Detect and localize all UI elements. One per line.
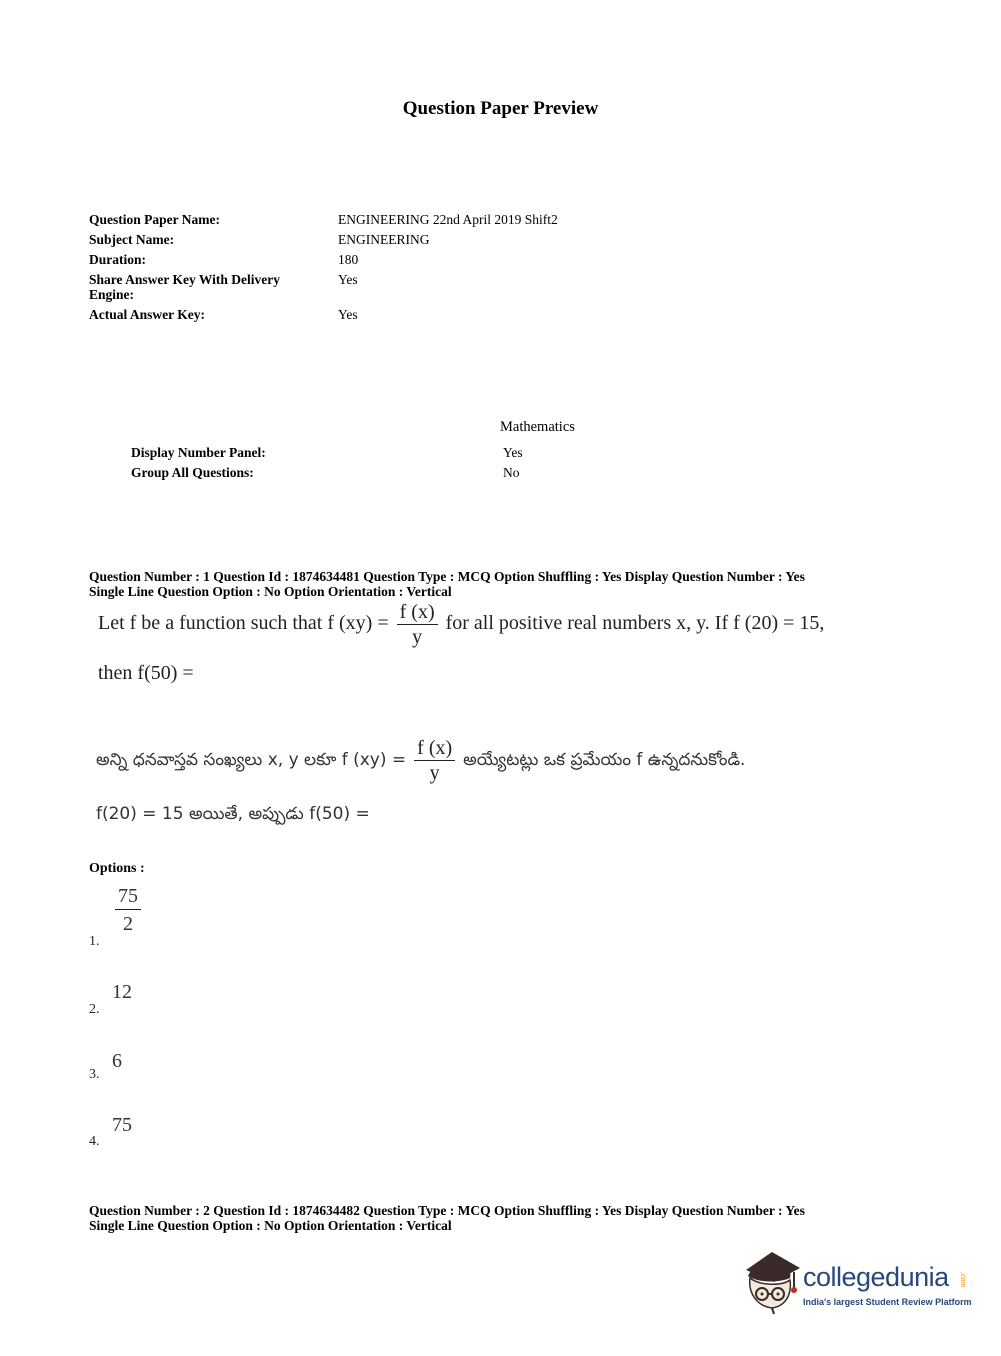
section-label-group: Group All Questions: xyxy=(131,465,254,480)
q1-te-frac-num: f (x) xyxy=(414,736,455,761)
meta-value-paper-name: ENGINEERING 22nd April 2019 Shift2 xyxy=(338,212,558,227)
logo-wordmark: collegedunia xyxy=(803,1262,949,1292)
option-1-number: 1. xyxy=(89,934,100,949)
section-value-group: No xyxy=(503,465,520,480)
question-1-telugu-line2 xyxy=(96,802,370,828)
option-4-number: 4. xyxy=(89,1134,100,1149)
collegedunia-mascot-icon xyxy=(742,1248,804,1316)
option-3-number: 3. xyxy=(89,1067,100,1082)
section-label-number-panel: Display Number Panel: xyxy=(131,445,266,460)
q1-en-frac-den: y xyxy=(412,626,423,648)
option-4-value: 75 xyxy=(112,1114,132,1136)
question-2-header-line1: Question Number : 2 Question Id : 1874634482 Question Type : MCQ Option Shuffling : Yes Display Question Number : Yes xyxy=(89,1203,805,1218)
meta-value-subject: ENGINEERING xyxy=(338,232,430,247)
option-3-value: 6 xyxy=(112,1050,122,1072)
meta-label-share-key: Share Answer Key With Delivery Engine: xyxy=(89,272,280,302)
q1-en-fraction xyxy=(397,600,438,649)
meta-value-share-key: Yes xyxy=(338,272,358,287)
logo-tagline: India's largest Student Review Platform xyxy=(803,1297,972,1307)
section-value-number-panel: Yes xyxy=(503,445,523,460)
question-2-header-line2: Single Line Question Option : No Option Orientation : Vertical xyxy=(89,1218,452,1233)
question-1-english-line1 xyxy=(98,600,824,649)
q1-te-line2: f(20) = 15 అయితే, అప్పుడు f(50) = xyxy=(96,804,370,824)
question-1-telugu-line1 xyxy=(96,736,745,785)
section-name: Mathematics xyxy=(500,419,575,435)
meta-label-subject: Subject Name: xyxy=(89,232,175,247)
q1-en-prefix: Let f be a function such that f (xy) = xyxy=(98,612,389,635)
q1-te-fraction xyxy=(414,736,455,785)
question-1-header-line2: Single Line Question Option : No Option Orientation : Vertical xyxy=(89,584,452,599)
logo-suffix: .com xyxy=(959,1272,966,1288)
meta-label-paper-name: Question Paper Name: xyxy=(89,212,220,227)
meta-value-answer-key: Yes xyxy=(338,307,358,322)
page-title: Question Paper Preview xyxy=(402,98,599,119)
option-1-numerator: 75 xyxy=(115,883,141,910)
option-2-number: 2. xyxy=(89,1002,100,1017)
option-2-value: 12 xyxy=(112,981,132,1003)
option-1-value xyxy=(112,883,144,938)
question-1-header-line1: Question Number : 1 Question Id : 1874634481 Question Type : MCQ Option Shuffling : Yes Display Question Number : Yes xyxy=(89,569,805,584)
question-1-english-line2: then f(50) = xyxy=(98,662,194,684)
q1-te-frac-den: y xyxy=(429,762,440,784)
q1-en-frac-num: f (x) xyxy=(397,600,438,625)
meta-value-duration: 180 xyxy=(338,252,359,267)
question-1-header xyxy=(89,569,805,599)
meta-label-answer-key: Actual Answer Key: xyxy=(89,307,205,322)
question-2-header xyxy=(89,1203,805,1233)
option-1-denominator: 2 xyxy=(123,913,133,935)
meta-label-duration: Duration: xyxy=(89,252,146,267)
option-1-fraction xyxy=(115,883,141,938)
q1-te-suffix: అయ్యేటట్లు ఒక ప్రమేయం f ఉన్నదనుకోండి. xyxy=(463,750,746,771)
q1-te-prefix: అన్ని ధనవాస్తవ సంఖ్యలు x, y లకూ f (xy) = xyxy=(96,750,407,771)
options-label: Options : xyxy=(89,861,145,876)
q1-en-suffix: for all positive real numbers x, y. If f (20) = 15, xyxy=(445,612,825,635)
